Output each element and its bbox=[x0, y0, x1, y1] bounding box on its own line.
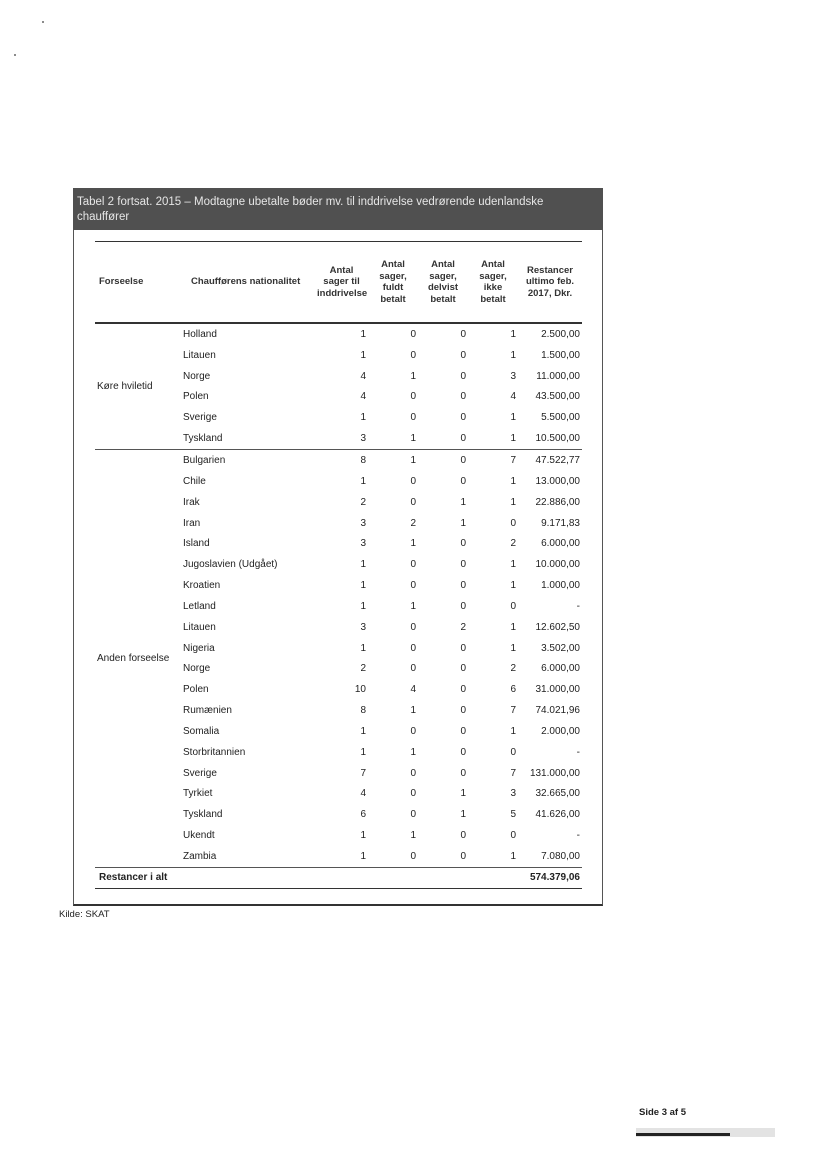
country-cell: Ukendt bbox=[183, 830, 215, 842]
paid-cell: 0 bbox=[410, 621, 416, 633]
partial-cell: 0 bbox=[460, 328, 466, 340]
cases-cell: 1 bbox=[360, 559, 366, 571]
amount-cell: 41.626,00 bbox=[535, 809, 580, 821]
cases-cell: 1 bbox=[360, 642, 366, 654]
country-cell: Island bbox=[183, 538, 210, 550]
paid-cell: 0 bbox=[410, 809, 416, 821]
unpaid-cell: 1 bbox=[510, 328, 516, 340]
unpaid-cell: 2 bbox=[510, 663, 516, 675]
header-cases: Antal sager til inddrivelse bbox=[315, 242, 368, 324]
unpaid-cell: 0 bbox=[510, 600, 516, 612]
country-cell: Tyskland bbox=[183, 809, 223, 821]
paid-cell: 0 bbox=[410, 559, 416, 571]
amount-cell: 131.000,00 bbox=[529, 767, 580, 779]
table-caption: Tabel 2 fortsat. 2015 – Modtagne ubetalte bøder mv. til inddrivelse vedrørende udenlandske chauffører bbox=[73, 188, 603, 230]
partial-cell: 0 bbox=[460, 370, 466, 382]
table-row bbox=[95, 450, 582, 471]
paid-cell: 0 bbox=[410, 391, 416, 403]
country-cell: Polen bbox=[183, 391, 209, 403]
unpaid-cell: 1 bbox=[468, 428, 518, 449]
table-row bbox=[95, 323, 582, 345]
partial-cell: 0 bbox=[460, 391, 466, 403]
partial-cell: 0 bbox=[460, 725, 466, 737]
source-note: Kilde: SKAT bbox=[59, 909, 110, 920]
paid-cell: 0 bbox=[410, 767, 416, 779]
partial-cell: 0 bbox=[460, 454, 466, 466]
cases-cell: 1 bbox=[360, 580, 366, 592]
scan-speck bbox=[42, 21, 44, 23]
amount-cell: 9.171,83 bbox=[541, 517, 580, 529]
cases-cell: 3 bbox=[315, 428, 368, 449]
country-cell: Storbritannien bbox=[183, 746, 246, 758]
partial-cell: 0 bbox=[460, 767, 466, 779]
amount-cell: 74.021,96 bbox=[535, 705, 580, 717]
cases-cell: 8 bbox=[360, 454, 366, 466]
unpaid-cell: 2 bbox=[510, 538, 516, 550]
paid-cell: 1 bbox=[410, 600, 416, 612]
cases-cell: 8 bbox=[360, 705, 366, 717]
header-partial: Antal sager, delvist betalt bbox=[418, 242, 468, 324]
page-number: Side 3 af 5 bbox=[639, 1107, 686, 1118]
cases-cell: 3 bbox=[360, 517, 366, 529]
cases-cell: 2 bbox=[360, 496, 366, 508]
cases-cell: 6 bbox=[360, 809, 366, 821]
partial-cell: 0 bbox=[460, 600, 466, 612]
amount-cell: 7.080,00 bbox=[518, 846, 582, 867]
country-cell: Holland bbox=[183, 328, 217, 340]
partial-cell: 0 bbox=[418, 428, 468, 449]
cases-cell: 1 bbox=[360, 600, 366, 612]
total-label: Restancer i alt bbox=[95, 867, 315, 888]
amount-cell: 6.000,00 bbox=[541, 538, 580, 550]
header-nationality: Chaufførens nationalitet bbox=[181, 242, 315, 324]
amount-cell: 10.500,00 bbox=[518, 428, 582, 449]
cases-cell: 1 bbox=[315, 846, 368, 867]
country-cell: Sverige bbox=[183, 767, 217, 779]
country-cell: Zambia bbox=[181, 846, 315, 867]
cases-cell: 1 bbox=[360, 475, 366, 487]
amount-cell: 22.886,00 bbox=[535, 496, 580, 508]
country-cell: Litauen bbox=[183, 621, 216, 633]
unpaid-cell: 1 bbox=[468, 846, 518, 867]
amount-cell: 31.000,00 bbox=[535, 684, 580, 696]
unpaid-cell: 0 bbox=[510, 830, 516, 842]
unpaid-cell: 1 bbox=[510, 349, 516, 361]
unpaid-cell: 1 bbox=[510, 725, 516, 737]
partial-cell: 0 bbox=[460, 538, 466, 550]
unpaid-cell: 0 bbox=[510, 517, 516, 529]
amount-cell: 43.500,00 bbox=[535, 391, 580, 403]
cases-cell: 1 bbox=[360, 412, 366, 424]
amount-cell: 1.500,00 bbox=[541, 349, 580, 361]
header-unpaid: Antal sager, ikke betalt bbox=[468, 242, 518, 324]
fines-table bbox=[95, 241, 582, 889]
cases-cell: 4 bbox=[360, 788, 366, 800]
total-row bbox=[95, 867, 582, 888]
paid-cell: 0 bbox=[410, 349, 416, 361]
country-cell: Somalia bbox=[183, 725, 220, 737]
total-amount: 574.379,06 bbox=[518, 867, 582, 888]
partial-cell: 0 bbox=[460, 830, 466, 842]
unpaid-cell: 1 bbox=[510, 496, 516, 508]
unpaid-cell: 1 bbox=[510, 412, 516, 424]
paid-cell: 0 bbox=[410, 663, 416, 675]
country-cell: Kroatien bbox=[183, 580, 221, 592]
partial-cell: 0 bbox=[460, 746, 466, 758]
unpaid-cell: 3 bbox=[510, 370, 516, 382]
partial-cell: 1 bbox=[460, 517, 466, 529]
partial-cell: 0 bbox=[460, 705, 466, 717]
cases-cell: 1 bbox=[360, 746, 366, 758]
cases-cell: 1 bbox=[360, 830, 366, 842]
header-offense: Forseelse bbox=[95, 242, 181, 324]
paid-cell: 0 bbox=[410, 788, 416, 800]
paid-cell: 0 bbox=[368, 846, 418, 867]
cases-cell: 1 bbox=[360, 328, 366, 340]
partial-cell: 0 bbox=[460, 642, 466, 654]
cases-cell: 4 bbox=[360, 391, 366, 403]
amount-cell: 5.500,00 bbox=[541, 412, 580, 424]
offense-cell: Anden forseelse bbox=[95, 450, 181, 868]
paid-cell: 1 bbox=[368, 428, 418, 449]
cases-cell: 1 bbox=[360, 349, 366, 361]
amount-cell: 11.000,00 bbox=[536, 370, 580, 382]
country-cell: Irak bbox=[183, 496, 200, 508]
paid-cell: 0 bbox=[410, 580, 416, 592]
unpaid-cell: 7 bbox=[510, 767, 516, 779]
cases-cell: 10 bbox=[354, 684, 366, 696]
partial-cell: 1 bbox=[460, 809, 466, 821]
cases-cell: 3 bbox=[360, 621, 366, 633]
table-header-row bbox=[95, 242, 582, 324]
partial-cell: 0 bbox=[460, 580, 466, 592]
amount-cell: 32.665,00 bbox=[535, 788, 580, 800]
amount-cell: 10.000,00 bbox=[535, 559, 580, 571]
partial-cell: 0 bbox=[460, 684, 466, 696]
unpaid-cell: 4 bbox=[510, 391, 516, 403]
unpaid-cell: 7 bbox=[510, 705, 516, 717]
partial-cell: 0 bbox=[460, 475, 466, 487]
amount-cell: 3.502,00 bbox=[541, 642, 580, 654]
amount-cell: 13.000,00 bbox=[535, 475, 580, 487]
cases-cell: 3 bbox=[360, 538, 366, 550]
country-cell: Litauen bbox=[183, 349, 216, 361]
country-cell: Tyrkiet bbox=[183, 788, 213, 800]
unpaid-cell: 0 bbox=[510, 746, 516, 758]
partial-cell: 0 bbox=[460, 349, 466, 361]
cases-cell: 7 bbox=[360, 767, 366, 779]
country-cell: Rumænien bbox=[183, 705, 232, 717]
unpaid-cell: 1 bbox=[510, 580, 516, 592]
cases-cell: 2 bbox=[360, 663, 366, 675]
paid-cell: 4 bbox=[410, 684, 416, 696]
partial-cell: 2 bbox=[460, 621, 466, 633]
amount-cell: 12.602,50 bbox=[535, 621, 580, 633]
country-cell: Polen bbox=[183, 684, 209, 696]
offense-cell: Køre hviletid bbox=[95, 323, 181, 450]
partial-cell: 1 bbox=[460, 788, 466, 800]
paid-cell: 1 bbox=[410, 746, 416, 758]
partial-cell: 1 bbox=[460, 496, 466, 508]
paid-cell: 0 bbox=[410, 642, 416, 654]
amount-cell: - bbox=[576, 830, 580, 842]
unpaid-cell: 1 bbox=[510, 559, 516, 571]
unpaid-cell: 1 bbox=[510, 621, 516, 633]
unpaid-cell: 5 bbox=[510, 809, 516, 821]
paid-cell: 1 bbox=[410, 370, 416, 382]
unpaid-cell: 6 bbox=[510, 684, 516, 696]
partial-cell: 0 bbox=[460, 663, 466, 675]
footer-bar-mark bbox=[636, 1133, 730, 1136]
paid-cell: 0 bbox=[410, 328, 416, 340]
paid-cell: 1 bbox=[410, 830, 416, 842]
country-cell: Nigeria bbox=[183, 642, 215, 654]
amount-cell: 1.000,00 bbox=[541, 580, 580, 592]
country-cell: Tyskland bbox=[181, 428, 315, 449]
amount-cell: 2.500,00 bbox=[541, 328, 580, 340]
amount-cell: 47.522,77 bbox=[535, 454, 580, 466]
paid-cell: 1 bbox=[410, 705, 416, 717]
paid-cell: 1 bbox=[410, 538, 416, 550]
unpaid-cell: 7 bbox=[510, 454, 516, 466]
table-body bbox=[95, 323, 582, 867]
amount-cell: - bbox=[576, 600, 580, 612]
header-paid: Antal sager, fuldt betalt bbox=[368, 242, 418, 324]
scan-speck bbox=[14, 54, 16, 56]
amount-cell: 2.000,00 bbox=[541, 725, 580, 737]
partial-cell: 0 bbox=[460, 412, 466, 424]
unpaid-cell: 1 bbox=[510, 642, 516, 654]
country-cell: Chile bbox=[183, 475, 206, 487]
paid-cell: 0 bbox=[410, 475, 416, 487]
header-outstanding: Restancer ultimo feb. 2017, Dkr. bbox=[518, 242, 582, 324]
country-cell: Iran bbox=[183, 517, 201, 529]
country-cell: Sverige bbox=[183, 412, 217, 424]
amount-cell: 6.000,00 bbox=[541, 663, 580, 675]
cases-cell: 1 bbox=[360, 725, 366, 737]
paid-cell: 0 bbox=[410, 725, 416, 737]
country-cell: Bulgarien bbox=[183, 454, 226, 466]
unpaid-cell: 3 bbox=[510, 788, 516, 800]
cases-cell: 4 bbox=[360, 370, 366, 382]
country-cell: Norge bbox=[183, 663, 211, 675]
country-cell: Norge bbox=[183, 370, 211, 382]
partial-cell: 0 bbox=[460, 559, 466, 571]
paid-cell: 2 bbox=[410, 517, 416, 529]
unpaid-cell: 1 bbox=[510, 475, 516, 487]
country-cell: Letland bbox=[183, 600, 216, 612]
partial-cell: 0 bbox=[418, 846, 468, 867]
paid-cell: 1 bbox=[410, 454, 416, 466]
paid-cell: 0 bbox=[410, 496, 416, 508]
total-spacer bbox=[315, 867, 518, 888]
amount-cell: - bbox=[576, 746, 580, 758]
country-cell: Jugoslavien (Udgået) bbox=[183, 559, 278, 571]
paid-cell: 0 bbox=[410, 412, 416, 424]
